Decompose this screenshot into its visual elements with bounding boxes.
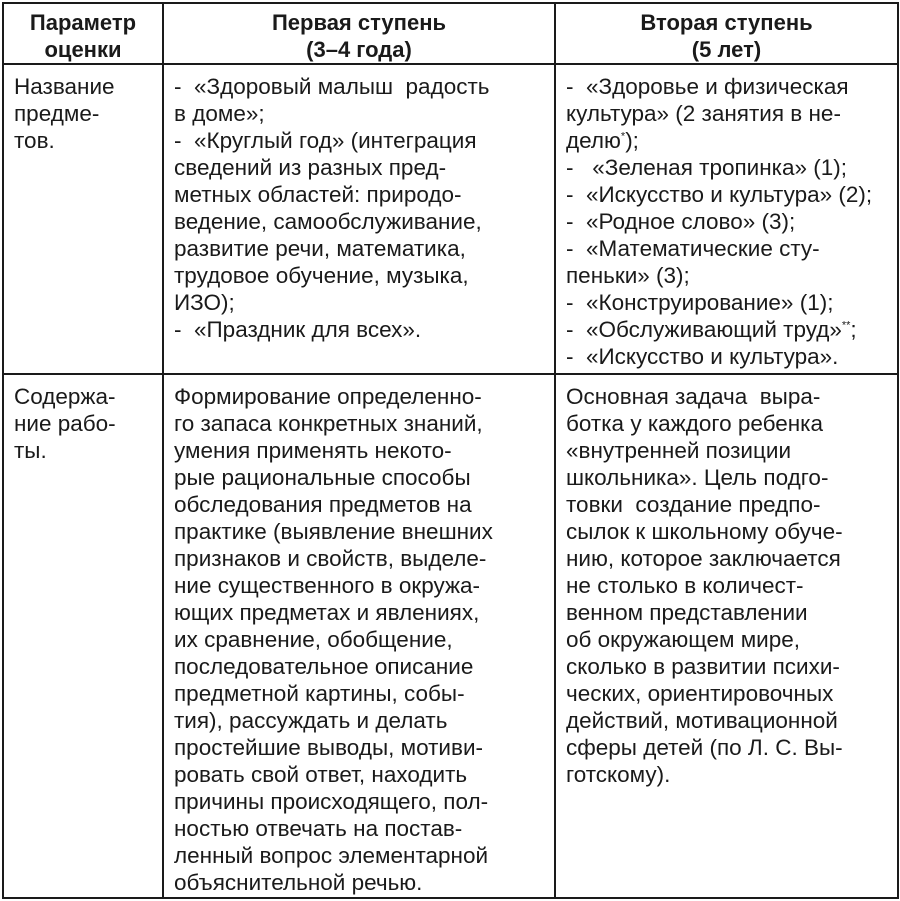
cell-line: простейшие выводы, мотиви- xyxy=(174,735,484,760)
cell-line: Основная задача выра- xyxy=(566,384,821,409)
header-text: Вторая ступень xyxy=(640,10,813,35)
cell-line: обследования предметов на xyxy=(174,492,472,517)
cell-line: их сравнение, обобщение, xyxy=(174,627,453,652)
table-row-subjects xyxy=(3,64,898,374)
cell-line: - «Круглый год» (интеграция xyxy=(174,128,477,153)
cell-line: предметной картины, собы- xyxy=(174,681,465,706)
cell-parameter-subjects xyxy=(3,64,163,374)
cell-line: рые рациональные способы xyxy=(174,465,471,490)
cell-line: развитие речи, математика, xyxy=(174,236,466,261)
header-text: Параметр xyxy=(29,10,137,35)
cell-line: тия), рассуждать и делать xyxy=(174,708,448,733)
cell-line: - «Здоровый малыш радость xyxy=(174,74,490,99)
cell-line: школьника». Цель подго- xyxy=(566,465,829,490)
cell-line: - «Искусство и культура» (2); xyxy=(566,182,873,207)
header-row xyxy=(3,3,898,64)
cell-line: предме- xyxy=(14,101,100,126)
cell-text: ); xyxy=(625,128,639,153)
cell-line: метных областей: природо- xyxy=(174,182,462,207)
cell-line: - «Зеленая тропинка» (1); xyxy=(566,155,848,180)
cell-line: - «Праздник для всех». xyxy=(174,317,422,342)
cell-line: - «Родное слово» (3); xyxy=(566,209,796,234)
header-second-stage xyxy=(555,3,898,64)
cell-line: нию, которое заключается xyxy=(566,546,841,571)
cell-line: венном представлении xyxy=(566,600,808,625)
cell-line: Содержа- xyxy=(14,384,116,409)
cell-line: - «Здоровье и физическая xyxy=(566,74,849,99)
cell-line: трудовое обучение, музыка, xyxy=(174,263,469,288)
cell-line: - «Искусство и культура». xyxy=(566,344,839,369)
cell-first-stage-subjects xyxy=(163,64,555,374)
cell-first-stage-content xyxy=(163,374,555,898)
cell-line: ИЗО); xyxy=(174,290,235,315)
header-text: Первая ступень xyxy=(271,10,447,35)
cell-line: последовательное описание xyxy=(174,654,474,679)
cell-text: делю xyxy=(566,128,621,153)
table-row-content xyxy=(3,374,898,898)
cell-line xyxy=(566,127,897,154)
cell-line: ностью отвечать на постав- xyxy=(174,816,463,841)
cell-line xyxy=(566,316,897,343)
cell-line: тов. xyxy=(14,128,55,153)
cell-line: действий, мотивационной xyxy=(566,708,838,733)
cell-line: практике (выявление внешних xyxy=(174,519,493,544)
cell-line: Название xyxy=(14,74,115,99)
cell-text: ; xyxy=(850,317,857,342)
assessment-table xyxy=(2,2,899,899)
cell-line: культура» (2 занятия в не- xyxy=(566,101,841,126)
cell-line: ние существенного в окружа- xyxy=(174,573,481,598)
cell-line: - «Математические сту- xyxy=(566,236,820,261)
cell-second-stage-content xyxy=(555,374,898,898)
header-parameter xyxy=(3,3,163,64)
header-text: (3–4 года) xyxy=(306,37,412,62)
cell-second-stage-subjects xyxy=(555,64,898,374)
cell-line: об окружающем мире, xyxy=(566,627,801,652)
cell-line: го запаса конкретных знаний, xyxy=(174,411,483,436)
cell-line: ведение, самообслуживание, xyxy=(174,209,482,234)
cell-line: готскому). xyxy=(566,762,671,787)
cell-line: признаков и свойств, выделе- xyxy=(174,546,487,571)
cell-line: ние рабо- xyxy=(14,411,116,436)
cell-parameter-content xyxy=(3,374,163,898)
cell-text: - «Обслуживающий труд» xyxy=(566,317,842,342)
cell-line: сылок к школьному обуче- xyxy=(566,519,843,544)
cell-line: ческих, ориентировочных xyxy=(566,681,834,706)
header-text: (5 лет) xyxy=(691,37,762,62)
cell-line: сферы детей (по Л. С. Вы- xyxy=(566,735,843,760)
cell-line: не столько в количест- xyxy=(566,573,804,598)
cell-line: причины происходящего, пол- xyxy=(174,789,489,814)
footnote-marker: * xyxy=(620,130,626,143)
header-first-stage xyxy=(163,3,555,64)
cell-line: ющих предметах и явлениях, xyxy=(174,600,480,625)
cell-line: сведений из разных пред- xyxy=(174,155,447,180)
cell-line: ты. xyxy=(14,438,47,463)
cell-line: в доме»; xyxy=(174,101,265,126)
cell-line: «внутренней позиции xyxy=(566,438,792,463)
cell-line: сколько в развитии психи- xyxy=(566,654,840,679)
cell-line: умения применять некото- xyxy=(174,438,452,463)
cell-line: ровать свой ответ, находить xyxy=(174,762,468,787)
cell-line: - «Конструирование» (1); xyxy=(566,290,834,315)
cell-line: пеньки» (3); xyxy=(566,263,690,288)
cell-line: объяснительной речью. xyxy=(174,870,423,895)
footnote-marker: ** xyxy=(841,319,851,332)
cell-line: товки создание предпо- xyxy=(566,492,821,517)
cell-line: ленный вопрос элементарной xyxy=(174,843,489,868)
header-text: оценки xyxy=(44,37,122,62)
cell-line: ботка у каждого ребенка xyxy=(566,411,824,436)
cell-line: Формирование определенно- xyxy=(174,384,482,409)
